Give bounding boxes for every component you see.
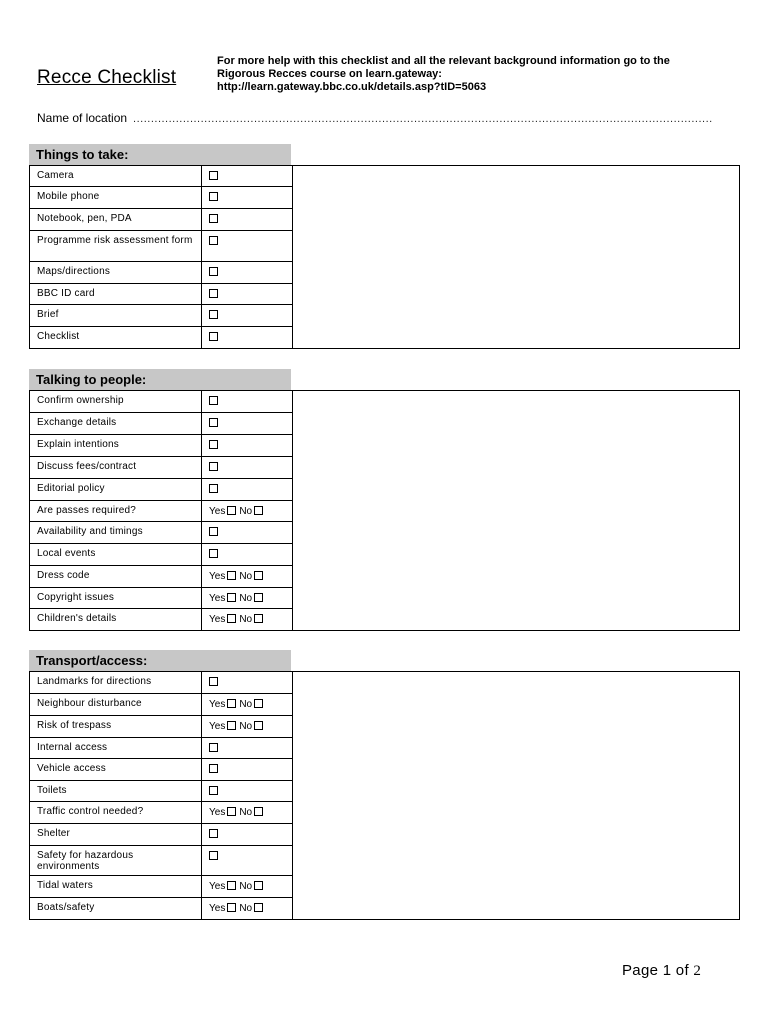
item-check-cell <box>202 544 292 565</box>
no-checkbox[interactable] <box>254 807 263 816</box>
item-check-cell <box>202 166 292 186</box>
item-checkbox[interactable] <box>209 440 218 449</box>
yes-checkbox[interactable] <box>227 721 236 730</box>
item-check-cell <box>202 716 292 737</box>
item-checkbox[interactable] <box>209 462 218 471</box>
item-checkbox[interactable] <box>209 332 218 341</box>
item-check-cell <box>202 846 292 875</box>
item-label: Vehicle access <box>30 759 202 780</box>
yes-checkbox[interactable] <box>227 881 236 890</box>
checklist-row <box>30 284 292 305</box>
checklist-row <box>30 672 292 694</box>
item-label: Dress code <box>30 566 202 587</box>
item-checkbox[interactable] <box>209 236 218 245</box>
checklist-row <box>30 876 292 898</box>
checklist-row <box>30 544 292 566</box>
checklist-row <box>30 566 292 588</box>
item-check-cell <box>202 479 292 500</box>
item-label: Internal access <box>30 738 202 758</box>
item-label: Boats/safety <box>30 898 202 919</box>
item-label: Landmarks for directions <box>30 672 202 693</box>
item-checkbox[interactable] <box>209 743 218 752</box>
item-check-cell <box>202 824 292 845</box>
yes-checkbox[interactable] <box>227 571 236 580</box>
item-label: Local events <box>30 544 202 565</box>
checklist-row <box>30 327 292 348</box>
checklist-section <box>29 369 740 631</box>
item-label: Children's details <box>30 609 202 630</box>
item-check-cell <box>202 876 292 897</box>
item-check-cell <box>202 284 292 304</box>
notes-area[interactable] <box>292 672 739 919</box>
item-label: Confirm ownership <box>30 391 202 412</box>
item-check-cell <box>202 759 292 780</box>
checklist-row <box>30 479 292 501</box>
location-dotted-line[interactable]: ................................................................................................................................................................... <box>133 113 713 125</box>
checklist-row <box>30 501 292 522</box>
item-check-cell <box>202 262 292 283</box>
yes-label: Yes <box>209 903 226 914</box>
item-label: Brief <box>30 305 202 326</box>
no-checkbox[interactable] <box>254 699 263 708</box>
item-label: Discuss fees/contract <box>30 457 202 478</box>
checklist-row <box>30 781 292 802</box>
no-label: No <box>239 807 253 818</box>
checklist-row <box>30 231 292 262</box>
section-table <box>29 671 740 920</box>
item-checkbox[interactable] <box>209 764 218 773</box>
item-checkbox[interactable] <box>209 851 218 860</box>
item-checkbox[interactable] <box>209 418 218 427</box>
item-checkbox[interactable] <box>209 267 218 276</box>
item-label: Camera <box>30 166 202 186</box>
item-label: Shelter <box>30 824 202 845</box>
page-number <box>622 962 701 980</box>
item-check-cell <box>202 187 292 208</box>
checklist-row <box>30 413 292 435</box>
item-checkbox[interactable] <box>209 549 218 558</box>
yes-label: Yes <box>209 614 226 625</box>
section-table <box>29 390 740 631</box>
no-label: No <box>239 614 253 625</box>
yes-label: Yes <box>209 721 226 732</box>
help-text <box>217 55 737 94</box>
item-label: Availability and timings <box>30 522 202 543</box>
checklist-row <box>30 824 292 846</box>
item-checkbox[interactable] <box>209 214 218 223</box>
checklist-row <box>30 435 292 457</box>
item-check-cell <box>202 231 292 261</box>
no-label: No <box>239 721 253 732</box>
checklist-row <box>30 166 292 187</box>
checklist-row <box>30 898 292 919</box>
checklist-row <box>30 588 292 609</box>
item-label: Maps/directions <box>30 262 202 283</box>
item-check-cell <box>202 781 292 801</box>
help-line: For more help with this checklist and all the relevant background information go to the <box>217 55 670 67</box>
checklist-section <box>29 144 740 349</box>
yes-checkbox[interactable] <box>227 593 236 602</box>
item-label: Safety for hazardous environments <box>30 846 202 875</box>
item-label: Programme risk assessment form <box>30 231 202 261</box>
yes-checkbox[interactable] <box>227 614 236 623</box>
notes-area[interactable] <box>292 166 739 348</box>
item-label: Traffic control needed? <box>30 802 202 823</box>
item-checkbox[interactable] <box>209 289 218 298</box>
item-label: BBC ID card <box>30 284 202 304</box>
item-label: Toilets <box>30 781 202 801</box>
location-field[interactable] <box>37 111 727 125</box>
item-checkbox[interactable] <box>209 192 218 201</box>
item-checkbox[interactable] <box>209 484 218 493</box>
notes-area[interactable] <box>292 391 739 630</box>
item-checkbox[interactable] <box>209 310 218 319</box>
item-label: Editorial policy <box>30 479 202 500</box>
page-title: Recce Checklist <box>37 67 177 88</box>
item-check-cell <box>202 566 292 587</box>
yes-label: Yes <box>209 571 226 582</box>
no-checkbox[interactable] <box>254 506 263 515</box>
section-heading: Transport/access: <box>29 650 291 671</box>
section-heading: Talking to people: <box>29 369 291 390</box>
item-check-cell <box>202 802 292 823</box>
item-check-cell <box>202 588 292 608</box>
checklist-row <box>30 846 292 876</box>
item-check-cell <box>202 501 292 521</box>
item-check-cell <box>202 435 292 456</box>
item-check-cell <box>202 738 292 758</box>
item-check-cell <box>202 457 292 478</box>
help-link[interactable]: http://learn.gateway.bbc.co.uk/details.asp?tID=5063 <box>217 81 487 93</box>
checklist-row <box>30 457 292 479</box>
checklist-section <box>29 650 740 920</box>
item-check-cell <box>202 694 292 715</box>
section-table <box>29 165 740 349</box>
checklist-row <box>30 262 292 284</box>
item-check-cell <box>202 305 292 326</box>
no-label: No <box>239 593 253 604</box>
item-checkbox[interactable] <box>209 171 218 180</box>
checklist-row <box>30 305 292 327</box>
yes-label: Yes <box>209 593 226 604</box>
checklist-row <box>30 738 292 759</box>
item-checkbox[interactable] <box>209 396 218 405</box>
checklist-row <box>30 759 292 781</box>
yes-label: Yes <box>209 699 226 710</box>
item-check-cell <box>202 672 292 693</box>
checklist-row <box>30 391 292 413</box>
checklist-row <box>30 609 292 630</box>
item-label: Tidal waters <box>30 876 202 897</box>
item-checkbox[interactable] <box>209 786 218 795</box>
item-check-cell <box>202 898 292 919</box>
no-checkbox[interactable] <box>254 881 263 890</box>
item-label: Mobile phone <box>30 187 202 208</box>
checklist-row <box>30 694 292 716</box>
yes-checkbox[interactable] <box>227 506 236 515</box>
yes-checkbox[interactable] <box>227 807 236 816</box>
item-check-cell <box>202 522 292 543</box>
item-label: Exchange details <box>30 413 202 434</box>
item-checkbox[interactable] <box>209 829 218 838</box>
no-label: No <box>239 903 253 914</box>
item-label: Copyright issues <box>30 588 202 608</box>
yes-label: Yes <box>209 807 226 818</box>
item-label: Neighbour disturbance <box>30 694 202 715</box>
item-check-cell <box>202 609 292 630</box>
yes-label: Yes <box>209 506 226 517</box>
no-checkbox[interactable] <box>254 721 263 730</box>
no-checkbox[interactable] <box>254 571 263 580</box>
yes-checkbox[interactable] <box>227 699 236 708</box>
help-line: Rigorous Recces course on learn.gateway: <box>217 68 442 80</box>
item-label: Notebook, pen, PDA <box>30 209 202 230</box>
checklist-row <box>30 802 292 824</box>
checklist-row <box>30 522 292 544</box>
no-checkbox[interactable] <box>254 614 263 623</box>
item-label: Explain intentions <box>30 435 202 456</box>
checklist-row <box>30 716 292 738</box>
no-label: No <box>239 881 253 892</box>
item-label: Checklist <box>30 327 202 348</box>
item-check-cell <box>202 391 292 412</box>
item-checkbox[interactable] <box>209 527 218 536</box>
item-check-cell <box>202 209 292 230</box>
section-heading: Things to take: <box>29 144 291 165</box>
yes-label: Yes <box>209 881 226 892</box>
checklist-row <box>30 187 292 209</box>
yes-checkbox[interactable] <box>227 903 236 912</box>
page-label: Page 1 of <box>622 962 689 979</box>
checklist-row <box>30 209 292 231</box>
no-label: No <box>239 506 253 517</box>
item-label: Are passes required? <box>30 501 202 521</box>
no-checkbox[interactable] <box>254 593 263 602</box>
item-check-cell <box>202 413 292 434</box>
item-checkbox[interactable] <box>209 677 218 686</box>
item-check-cell <box>202 327 292 348</box>
item-label: Risk of trespass <box>30 716 202 737</box>
no-label: No <box>239 571 253 582</box>
location-label: Name of location <box>37 111 128 125</box>
page-total: 2 <box>693 963 702 979</box>
no-checkbox[interactable] <box>254 903 263 912</box>
no-label: No <box>239 699 253 710</box>
